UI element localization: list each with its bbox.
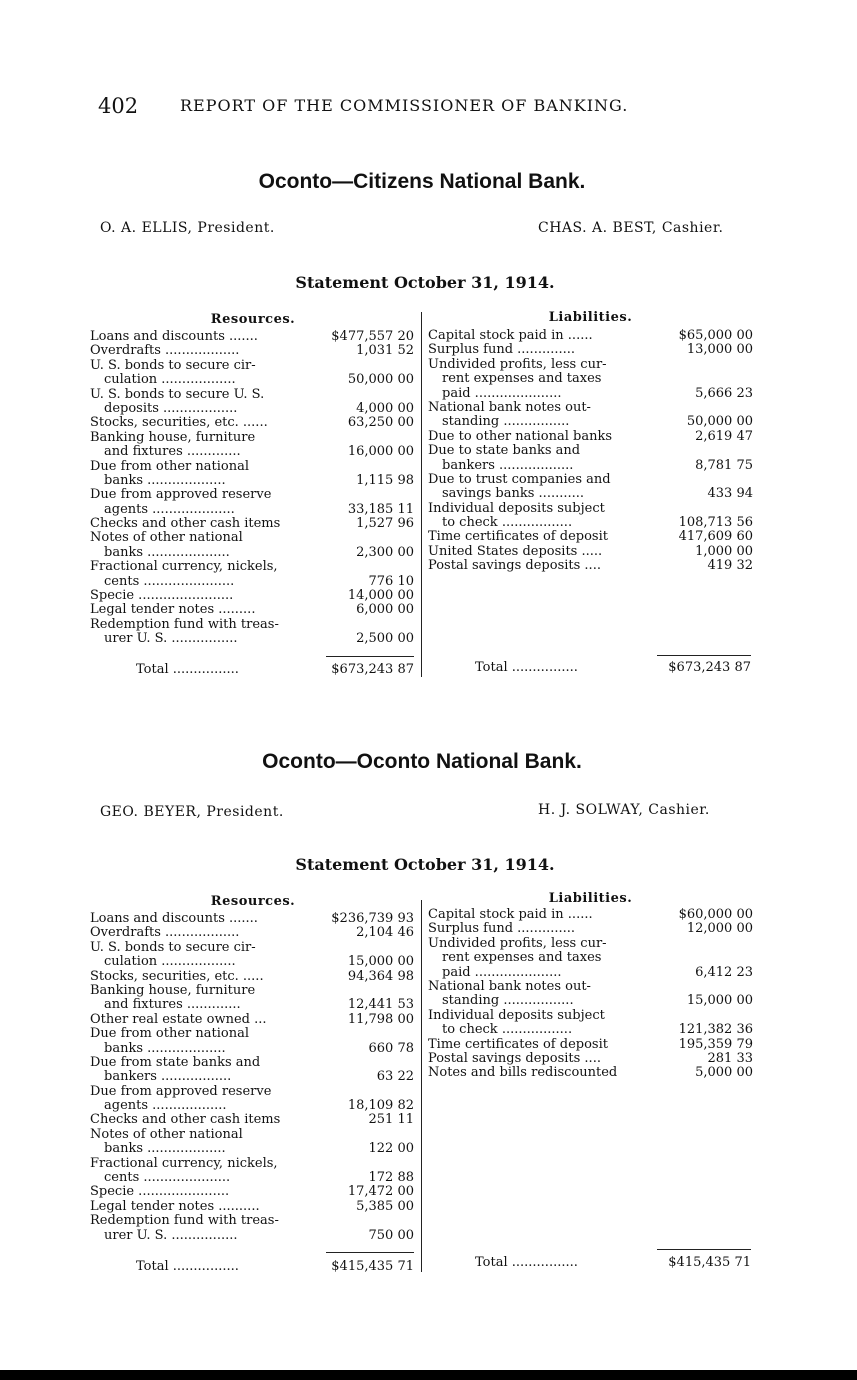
resource-line: [90, 1214, 414, 1228]
cashier: H. J. SOLWAY, Cashier.: [538, 802, 710, 818]
line-label: Due from other national: [90, 1027, 250, 1042]
liability-line: [428, 922, 753, 936]
line-label: culation ..................: [104, 373, 236, 388]
line-amount: 14,000 00: [347, 588, 414, 604]
line-label: Due from other national: [90, 459, 250, 474]
column-divider: [421, 312, 422, 677]
line-label: Fractional currency, nickels,: [90, 1156, 278, 1171]
liability-line: [428, 343, 753, 357]
resource-line: [90, 984, 414, 998]
line-label: and fixtures .............: [104, 998, 241, 1013]
line-label: Overdrafts ..................: [90, 344, 240, 359]
liability-line: [428, 1009, 753, 1023]
line-amount: 121,382 36: [678, 1022, 753, 1038]
line-label: deposits ..................: [104, 401, 238, 416]
liabilities-list: [428, 329, 753, 574]
line-label: Specie ......................: [90, 1185, 230, 1200]
resource-line: [90, 359, 414, 373]
resources-heading: Resources.: [210, 312, 296, 327]
liability-line: [428, 966, 753, 980]
line-label: Fractional currency, nickels,: [90, 560, 278, 575]
line-label: National bank notes out-: [428, 400, 591, 415]
liability-line: [428, 430, 753, 444]
line-amount: 4,000 00: [356, 400, 414, 416]
line-amount: 6,412 23: [695, 964, 753, 980]
line-amount: 50,000 00: [686, 414, 753, 430]
line-label: Overdrafts ..................: [90, 926, 240, 941]
line-label: agents ....................: [104, 502, 235, 517]
line-label: U. S. bonds to secure U. S.: [90, 387, 265, 402]
resource-line: [90, 575, 414, 589]
liability-line: [428, 444, 753, 458]
resource-line: [90, 1027, 414, 1041]
line-amount: 63 22: [376, 1069, 414, 1085]
line-label: cents .....................: [104, 1171, 231, 1186]
line-amount: 15,000 00: [347, 954, 414, 970]
liability-line: [428, 401, 753, 415]
line-amount: 12,441 53: [347, 997, 414, 1013]
liabilities-list: [428, 908, 753, 1081]
president: O. A. ELLIS, President.: [100, 220, 275, 236]
line-label: Loans and discounts .......: [90, 912, 258, 926]
resource-line: [90, 1042, 414, 1056]
line-amount: 108,713 56: [678, 515, 753, 531]
resource-line: [90, 1085, 414, 1099]
resources-heading: Resources.: [210, 894, 296, 909]
line-label: Postal savings deposits ....: [428, 559, 601, 574]
line-label: Due to trust companies and: [428, 472, 611, 487]
line-label: and fixtures .............: [104, 445, 241, 460]
line-label: National bank notes out-: [428, 979, 591, 994]
resource-line: [90, 460, 414, 474]
line-label: United States deposits .....: [428, 544, 603, 559]
line-label: Banking house, furniture: [90, 430, 256, 445]
total-label: Total ................: [475, 1255, 578, 1270]
resources-total-rule: [326, 1252, 414, 1253]
line-label: Stocks, securities, etc. .....: [90, 969, 264, 984]
line-amount: $65,000 00: [678, 328, 753, 343]
line-amount: 16,000 00: [347, 444, 414, 460]
resources-total-rule: [326, 656, 414, 657]
line-label: Stocks, securities, etc. ......: [90, 416, 268, 431]
line-amount: 1,000 00: [695, 543, 753, 559]
line-label: Specie .......................: [90, 589, 234, 604]
resource-line: [90, 632, 414, 646]
line-amount: 776 10: [368, 573, 414, 589]
resource-line: [90, 388, 414, 402]
line-amount: 2,619 47: [695, 428, 753, 444]
line-label: banks ...................: [104, 1142, 226, 1157]
liability-line: [428, 387, 753, 401]
line-label: standing .................: [442, 994, 574, 1009]
line-label: standing ................: [442, 415, 570, 430]
line-label: Legal tender notes .........: [90, 603, 256, 618]
line-label: culation ..................: [104, 955, 236, 970]
resource-line: [90, 531, 414, 545]
resource-line: [90, 1229, 414, 1243]
resource-line: [90, 1056, 414, 1070]
line-label: paid .....................: [442, 965, 562, 980]
resource-line: [90, 1099, 414, 1113]
line-amount: 5,000 00: [695, 1065, 753, 1081]
resource-line: [90, 503, 414, 517]
column-divider: [421, 900, 422, 1272]
line-label: Surplus fund ..............: [428, 343, 576, 358]
line-label: to check .................: [442, 516, 573, 531]
line-label: Notes and bills rediscounted: [428, 1066, 618, 1081]
liabilities-total: $415,435 71: [668, 1255, 751, 1270]
liability-line: [428, 516, 753, 530]
line-label: banks ...................: [104, 1041, 226, 1056]
resource-line: [90, 560, 414, 574]
resource-line: [90, 1013, 414, 1027]
line-label: banks ....................: [104, 545, 230, 560]
liability-line: [428, 545, 753, 559]
line-amount: 6,000 00: [356, 602, 414, 618]
line-amount: 433 94: [707, 486, 753, 502]
resource-line: [90, 344, 414, 358]
liability-line: [428, 1052, 753, 1066]
resource-line: [90, 1070, 414, 1084]
resource-line: [90, 517, 414, 531]
line-label: bankers ..................: [442, 458, 574, 473]
line-label: Due from approved reserve: [90, 488, 272, 503]
resource-line: [90, 1185, 414, 1199]
liability-line: [428, 530, 753, 544]
line-amount: 660 78: [368, 1040, 414, 1056]
line-label: Checks and other cash items: [90, 517, 281, 532]
line-label: paid .....................: [442, 386, 562, 401]
resource-line: [90, 1200, 414, 1214]
total-label: Total ................: [136, 662, 239, 677]
line-label: Redemption fund with treas-: [90, 617, 279, 632]
line-amount: 50,000 00: [347, 372, 414, 388]
resource-line: [90, 1128, 414, 1142]
liability-line: [428, 1066, 753, 1080]
line-label: Notes of other national: [90, 531, 243, 546]
liabilities-total-row: [475, 1255, 751, 1271]
liabilities-total: $673,243 87: [668, 660, 751, 675]
resource-line: [90, 488, 414, 502]
resource-line: [90, 1157, 414, 1171]
line-label: Individual deposits subject: [428, 501, 605, 516]
line-amount: 122 00: [368, 1141, 414, 1157]
liability-line: [428, 502, 753, 516]
bank-title: Oconto—Citizens National Bank.: [258, 170, 586, 193]
line-amount: 5,666 23: [695, 385, 753, 401]
resource-line: [90, 474, 414, 488]
line-label: bankers .................: [104, 1070, 232, 1085]
line-amount: 8,781 75: [695, 457, 753, 473]
line-label: rent expenses and taxes: [442, 951, 602, 966]
line-amount: 417,609 60: [678, 529, 753, 545]
line-amount: $477,557 20: [331, 329, 414, 344]
line-label: Banking house, furniture: [90, 983, 256, 998]
line-amount: 18,109 82: [347, 1098, 414, 1114]
line-amount: 13,000 00: [686, 342, 753, 358]
line-amount: 251 11: [368, 1112, 414, 1128]
resources-total-row: [136, 1259, 414, 1275]
resources-total-row: [136, 662, 414, 678]
line-label: cents ......................: [104, 574, 235, 589]
liability-line: [428, 937, 753, 951]
resources-total: $415,435 71: [331, 1259, 414, 1274]
line-amount: 195,359 79: [678, 1036, 753, 1052]
resource-line: [90, 1171, 414, 1185]
total-label: Total ................: [136, 1259, 239, 1274]
resources-list: [90, 330, 414, 647]
line-amount: 17,472 00: [347, 1184, 414, 1200]
resource-line: [90, 998, 414, 1012]
line-amount: 1,115 98: [356, 472, 414, 488]
liability-line: [428, 1023, 753, 1037]
line-label: Redemption fund with treas-: [90, 1214, 279, 1229]
line-amount: 11,798 00: [347, 1011, 414, 1027]
liability-line: [428, 372, 753, 386]
line-label: agents ..................: [104, 1099, 227, 1114]
line-amount: $236,739 93: [331, 911, 414, 926]
liability-line: [428, 358, 753, 372]
line-amount: 2,300 00: [356, 544, 414, 560]
line-amount: 33,185 11: [347, 501, 414, 517]
liability-line: [428, 951, 753, 965]
liability-line: [428, 473, 753, 487]
resource-line: [90, 431, 414, 445]
liabilities-heading: Liabilities.: [548, 891, 633, 906]
resource-line: [90, 941, 414, 955]
line-amount: 750 00: [368, 1227, 414, 1243]
liability-line: [428, 559, 753, 573]
resources-total: $673,243 87: [331, 662, 414, 677]
line-label: urer U. S. ................: [104, 632, 238, 647]
resource-line: [90, 546, 414, 560]
line-label: Checks and other cash items: [90, 1113, 281, 1128]
statement-date: Statement October 31, 1914.: [295, 855, 555, 874]
line-label: Capital stock paid in ......: [428, 329, 593, 343]
line-label: Due to other national banks: [428, 429, 613, 444]
line-label: Time certificates of deposit: [428, 1037, 608, 1052]
line-amount: 2,500 00: [356, 631, 414, 647]
line-amount: 419 32: [707, 558, 753, 574]
line-label: banks ...................: [104, 473, 226, 488]
liability-line: [428, 980, 753, 994]
resource-line: [90, 416, 414, 430]
liabilities-total-rule: [657, 655, 751, 656]
line-amount: 2,104 46: [356, 925, 414, 941]
resource-line: [90, 373, 414, 387]
line-amount: 281 33: [707, 1050, 753, 1066]
liability-line: [428, 459, 753, 473]
line-label: Undivided profits, less cur-: [428, 357, 607, 372]
resource-line: [90, 912, 414, 926]
resource-line: [90, 618, 414, 632]
liability-line: [428, 994, 753, 1008]
total-label: Total ................: [475, 660, 578, 675]
line-amount: 15,000 00: [686, 993, 753, 1009]
cashier: CHAS. A. BEST, Cashier.: [538, 220, 724, 236]
resource-line: [90, 1113, 414, 1127]
line-label: Individual deposits subject: [428, 1008, 605, 1023]
resource-line: [90, 589, 414, 603]
scan-edge: [0, 1370, 857, 1380]
line-label: Capital stock paid in ......: [428, 908, 593, 922]
line-label: Notes of other national: [90, 1127, 243, 1142]
line-label: urer U. S. ................: [104, 1228, 238, 1243]
resources-list: [90, 912, 414, 1243]
line-label: Loans and discounts .......: [90, 330, 258, 344]
page-header: [98, 94, 738, 118]
resource-line: [90, 1142, 414, 1156]
liability-line: [428, 908, 753, 922]
resource-line: [90, 955, 414, 969]
liabilities-total-rule: [657, 1249, 751, 1250]
resource-line: [90, 402, 414, 416]
line-label: Due from approved reserve: [90, 1084, 272, 1099]
liability-line: [428, 487, 753, 501]
line-amount: 5,385 00: [356, 1198, 414, 1214]
line-label: Undivided profits, less cur-: [428, 936, 607, 951]
resource-line: [90, 330, 414, 344]
liability-line: [428, 1038, 753, 1052]
line-amount: 1,527 96: [356, 516, 414, 532]
bank-title: Oconto—Oconto National Bank.: [262, 750, 582, 773]
statement-date: Statement October 31, 1914.: [295, 273, 555, 292]
line-amount: 94,364 98: [347, 968, 414, 984]
resource-line: [90, 970, 414, 984]
line-label: Postal savings deposits ....: [428, 1051, 601, 1066]
line-amount: 12,000 00: [686, 921, 753, 937]
liability-line: [428, 415, 753, 429]
line-label: Legal tender notes ..........: [90, 1199, 260, 1214]
line-amount: 1,031 52: [356, 343, 414, 359]
line-label: Due from state banks and: [90, 1055, 261, 1070]
line-label: Due to state banks and: [428, 444, 581, 459]
resource-line: [90, 926, 414, 940]
liability-line: [428, 329, 753, 343]
report-title: REPORT OF THE COMMISSIONER OF BANKING.: [180, 96, 629, 115]
line-amount: 63,250 00: [347, 415, 414, 431]
line-label: Other real estate owned ...: [90, 1012, 267, 1027]
line-amount: $60,000 00: [678, 907, 753, 922]
line-label: Surplus fund ..............: [428, 922, 576, 937]
line-label: U. S. bonds to secure cir-: [90, 358, 256, 373]
resource-line: [90, 603, 414, 617]
liabilities-total-row: [475, 660, 751, 676]
president: GEO. BEYER, President.: [100, 804, 284, 820]
page-number: 402: [98, 94, 139, 118]
line-label: Time certificates of deposit: [428, 530, 608, 545]
resource-line: [90, 445, 414, 459]
line-label: savings banks ...........: [442, 487, 585, 502]
liabilities-heading: Liabilities.: [548, 310, 633, 325]
line-label: U. S. bonds to secure cir-: [90, 940, 256, 955]
line-amount: 172 88: [368, 1170, 414, 1186]
line-label: to check .................: [442, 1023, 573, 1038]
line-label: rent expenses and taxes: [442, 372, 602, 387]
